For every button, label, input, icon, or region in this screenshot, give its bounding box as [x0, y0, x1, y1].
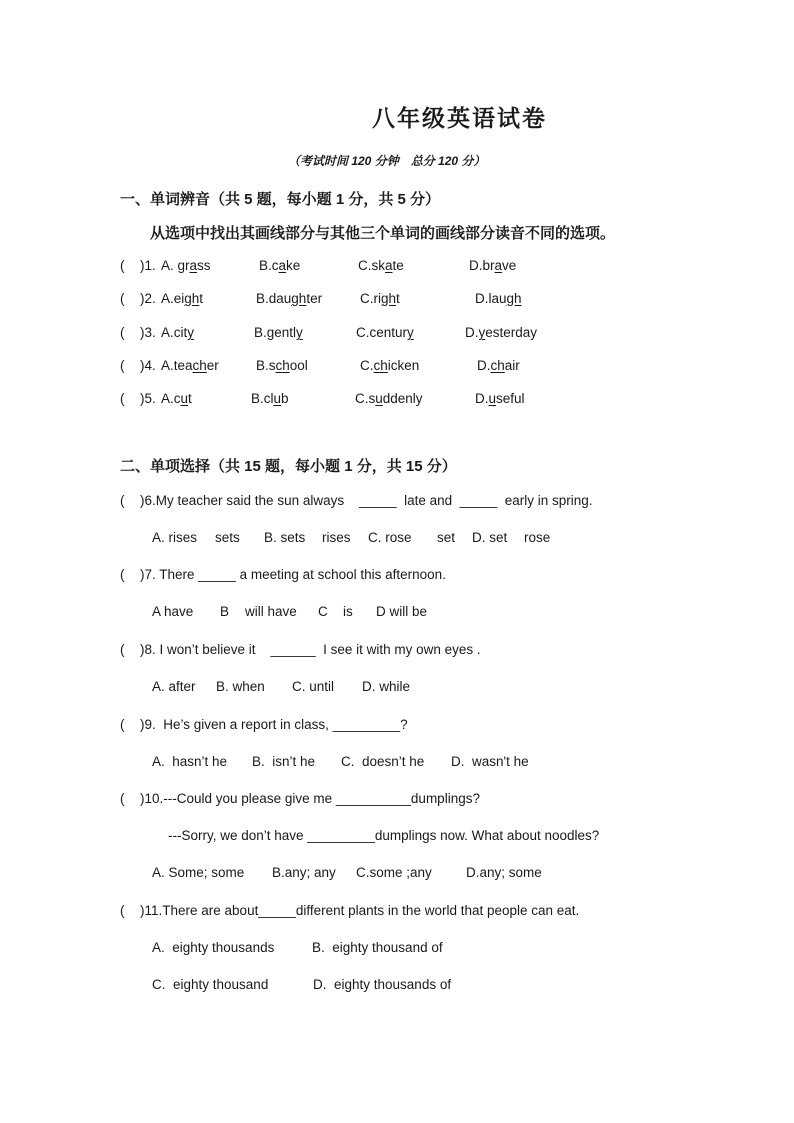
underlined-letters: gh	[381, 291, 397, 306]
underlined-letters: u	[273, 391, 282, 406]
option-a[interactable]	[161, 325, 194, 340]
answer-paren[interactable]: (	[120, 291, 125, 306]
option-text: b	[281, 391, 289, 406]
question-stem: )11.There are about_____different plants in the world that people can eat.	[140, 903, 580, 918]
answer-paren[interactable]: (	[120, 903, 125, 918]
underlined-letters: ch	[275, 358, 290, 373]
option-b[interactable]: B. sets	[264, 530, 306, 545]
option-text: D.	[465, 325, 479, 340]
answer-paren[interactable]: (	[120, 642, 125, 657]
option-text: D.lau	[475, 291, 507, 306]
underlined-letters: ch	[490, 358, 505, 373]
option-text: C.sk	[358, 258, 385, 273]
option-a[interactable]: A have	[152, 604, 194, 619]
underlined-letters: u	[375, 391, 383, 406]
option-d[interactable]	[475, 391, 525, 406]
option-text: C.ri	[360, 291, 381, 306]
option-text: D.	[475, 391, 489, 406]
option-text: icken	[387, 358, 420, 373]
option-a[interactable]: A. rises	[152, 530, 198, 545]
option-b-letter[interactable]: B	[220, 604, 230, 619]
option-b[interactable]	[251, 391, 289, 406]
option-d[interactable]: D. wasn't he	[451, 754, 529, 769]
section2-heading: 二、单项选择（共 15 题，每小题 1 分，共 15 分）	[120, 458, 457, 475]
option-a[interactable]	[161, 358, 219, 373]
option-a[interactable]	[161, 391, 192, 406]
option-c-part2: set	[437, 530, 456, 545]
option-c[interactable]: C.some ;any	[356, 865, 432, 880]
option-d[interactable]: D will be	[376, 604, 428, 619]
option-text: A.tea	[161, 358, 193, 373]
question-10-dialogue: ---Sorry, we don’t have _________dumplings now. What about noodles?	[168, 828, 600, 843]
question-stem: )6.My teacher said the sun always _____ late and _____ early in spring.	[140, 493, 593, 508]
option-text: t	[199, 291, 204, 306]
option-b[interactable]	[254, 325, 303, 340]
option-text: C.s	[355, 391, 376, 406]
option-d[interactable]: D. eighty thousands of	[313, 977, 452, 992]
section1-instruction: 从选项中找出其画线部分与其他三个单词的画线部分读音不同的选项。	[150, 225, 616, 242]
option-text: ve	[502, 258, 517, 273]
option-c-letter[interactable]: C	[318, 604, 328, 619]
underlined-letters: y	[187, 325, 195, 340]
underlined-letters: a	[385, 258, 393, 273]
option-c[interactable]	[358, 258, 404, 273]
section1-heading: 一、单词辨音（共 5 题，每小题 1 分，共 5 分）	[120, 191, 441, 208]
answer-paren[interactable]: (	[120, 493, 125, 508]
option-text: B.cl	[251, 391, 274, 406]
option-b[interactable]: B.any; any	[272, 865, 336, 880]
option-a-part2: sets	[215, 530, 240, 545]
option-c: is	[343, 604, 353, 619]
option-c[interactable]: C. eighty thousand	[152, 977, 269, 992]
option-text: A.ei	[161, 291, 185, 306]
option-b[interactable]	[256, 291, 322, 306]
question-number: )4.	[140, 358, 156, 373]
option-text: t	[396, 291, 400, 306]
option-a[interactable]	[161, 258, 211, 273]
option-d-part2: rose	[524, 530, 551, 545]
option-text: B.dau	[256, 291, 292, 306]
option-text: A.cit	[161, 325, 188, 340]
option-text: t	[188, 391, 192, 406]
question-stem: )7. There _____ a meeting at school this afternoon.	[140, 567, 446, 582]
answer-paren[interactable]: (	[120, 717, 125, 732]
answer-paren[interactable]: (	[120, 791, 125, 806]
exam-info: （考试时间 120 分钟 总分 120 分）	[288, 154, 486, 168]
option-d[interactable]: D. set	[472, 530, 508, 545]
option-text: ss	[197, 258, 211, 273]
underlined-letters: u	[488, 391, 497, 406]
question-number: )5.	[140, 391, 156, 406]
option-a[interactable]	[161, 291, 203, 306]
option-text: er	[206, 358, 219, 373]
option-text: C.centur	[356, 325, 408, 340]
underlined-letters: ch	[373, 358, 388, 373]
option-text: C.	[360, 358, 374, 373]
option-text: A.c	[161, 391, 181, 406]
option-text: B.c	[259, 258, 279, 273]
option-d[interactable]	[465, 325, 537, 340]
option-b: will have	[245, 604, 297, 619]
option-b[interactable]: B. when	[216, 679, 265, 694]
option-c[interactable]: C. rose	[368, 530, 412, 545]
option-text: ke	[286, 258, 301, 273]
underlined-letters: gh	[506, 291, 522, 306]
option-text: esterday	[485, 325, 538, 340]
option-b[interactable]	[259, 258, 300, 273]
option-c[interactable]	[360, 358, 419, 373]
option-a[interactable]: A. Some; some	[152, 865, 245, 880]
option-c[interactable]	[360, 291, 400, 306]
option-a[interactable]: A. hasn’t he	[152, 754, 228, 769]
option-d[interactable]: D.any; some	[466, 865, 542, 880]
underlined-letters: u	[180, 391, 189, 406]
option-text: air	[504, 358, 520, 373]
underlined-letters: a	[278, 258, 287, 273]
underlined-letters: ch	[192, 358, 207, 373]
answer-paren[interactable]: (	[120, 391, 125, 406]
option-b[interactable]: B. isn’t he	[252, 754, 316, 769]
question-number: )2.	[140, 291, 156, 306]
answer-paren[interactable]: (	[120, 358, 125, 373]
option-text: A. gr	[161, 258, 190, 273]
option-text: ter	[306, 291, 323, 306]
answer-paren[interactable]: (	[120, 258, 125, 273]
underlined-letters: y	[296, 325, 303, 340]
question-number: )3.	[140, 325, 156, 340]
option-text: seful	[496, 391, 525, 406]
option-text: B.s	[256, 358, 276, 373]
underlined-letters: y	[407, 325, 414, 340]
option-text: D.	[477, 358, 491, 373]
answer-paren[interactable]: (	[120, 325, 125, 340]
underlined-letters: gh	[184, 291, 200, 306]
option-c[interactable]: C. until	[292, 679, 335, 694]
option-d[interactable]: D. while	[362, 679, 411, 694]
question-stem: )10.---Could you please give me __________dumplings?	[140, 791, 480, 806]
question-stem: )8. I won’t believe it ______ I see it with my own eyes .	[140, 642, 481, 657]
option-a[interactable]: A. eighty thousands	[152, 940, 275, 955]
option-text: D.br	[469, 258, 495, 273]
option-text: B.gentl	[254, 325, 297, 340]
option-c[interactable]	[356, 325, 414, 340]
underlined-letters: gh	[291, 291, 307, 306]
option-b[interactable]	[256, 358, 308, 373]
underlined-letters: a	[189, 258, 198, 273]
page-title: 八年级英语试卷	[372, 105, 547, 132]
option-c[interactable]: C. doesn’t he	[341, 754, 425, 769]
underlined-letters: a	[494, 258, 503, 273]
option-c[interactable]	[355, 391, 423, 406]
option-a[interactable]: A. after	[152, 679, 196, 694]
question-stem: )9. He’s given a report in class, _________?	[140, 717, 408, 732]
underlined-letters: y	[478, 325, 486, 340]
option-d[interactable]	[477, 358, 520, 373]
option-b[interactable]: B. eighty thousand of	[312, 940, 443, 955]
option-text: te	[392, 258, 404, 273]
option-b-part2: rises	[322, 530, 351, 545]
option-d[interactable]	[469, 258, 516, 273]
option-text: ool	[289, 358, 308, 373]
answer-paren[interactable]: (	[120, 567, 125, 582]
question-number: )1.	[140, 258, 156, 273]
option-d[interactable]	[475, 291, 522, 306]
option-text: ddenly	[382, 391, 423, 406]
